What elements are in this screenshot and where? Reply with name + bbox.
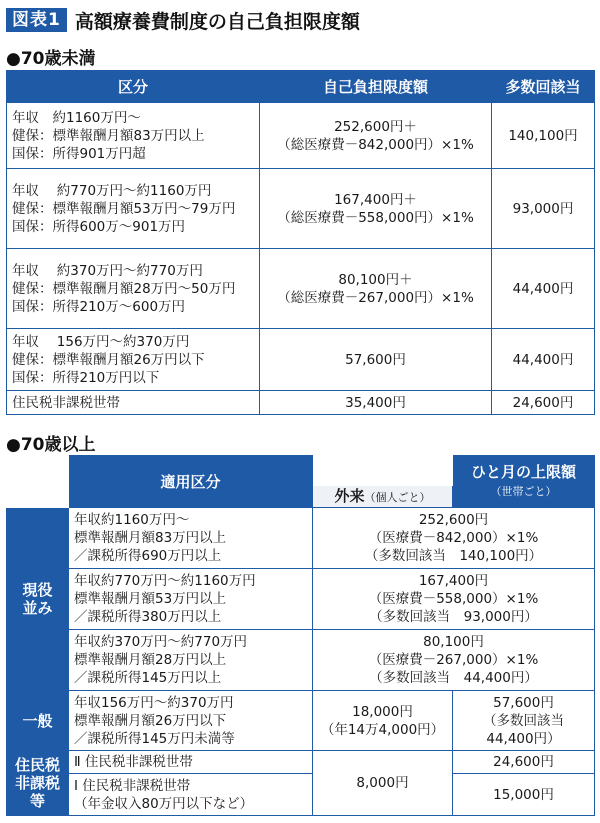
- table-row: [7, 329, 595, 391]
- figure-title: 高額療養費制度の自己負担限度額: [74, 10, 360, 33]
- row-category: Ⅰ 住民税非課税世帯 （年金収入80万円以下など）: [69, 774, 313, 816]
- row-category: 年収156万円～約370万円 標準報酬月額26万円以下 ／課税所得145万円未満等: [69, 691, 313, 751]
- row-category: 年収約370万円～約770万円 標準報酬月額28万円以上 ／課税所得145万円以上: [69, 630, 313, 691]
- row-monthly: 57,600円 （多数回該当 44,400円）: [453, 691, 595, 751]
- table-row: [7, 169, 595, 249]
- row-outpatient: 18,000円 （年14万4,000円）: [313, 691, 453, 751]
- row-multi: 24,600円: [492, 391, 595, 415]
- row-category: 住民税非課税世帯: [7, 391, 260, 415]
- group-exempt: 住民税 非課税 等: [7, 751, 69, 816]
- row-limit: 252,600円 （医療費－842,000）×1% （多数回該当 140,100円）: [313, 508, 595, 569]
- row-limit: 80,100円 （医療費－267,000）×1% （多数回該当 44,400円）: [313, 630, 595, 691]
- table-row: [7, 774, 595, 816]
- table-row: [7, 630, 595, 691]
- group-general: 一般: [7, 691, 69, 751]
- figure-label: 図表1: [6, 8, 67, 32]
- row-category: 年収約770万円～約1160万円 標準報酬月額53万円以上 ／課税所得380万円以上: [69, 569, 313, 630]
- table-row: [7, 249, 595, 329]
- row-category: 年収約1160万円～ 標準報酬月額83万円以上 ／課税所得690万円以上: [69, 508, 313, 569]
- table-header-row: [7, 71, 595, 103]
- header-outpatient-label: 外来: [334, 486, 365, 505]
- row-monthly: 24,600円: [453, 751, 595, 774]
- header-monthly-label: ひと月の上限額: [470, 462, 576, 481]
- header-monthly-limit: [453, 456, 595, 508]
- row-multi: 44,400円: [492, 249, 595, 329]
- row-limit: 35,400円: [260, 391, 492, 415]
- header-limit: 自己負担限度額: [260, 71, 492, 103]
- header-corner: [7, 456, 69, 508]
- row-limit: 57,600円: [260, 329, 492, 391]
- header-monthly-sub: （世帯ごと）: [490, 484, 557, 498]
- header-multi: 多数回該当: [492, 71, 595, 103]
- row-multi: 93,000円: [492, 169, 595, 249]
- row-outpatient: 8,000円: [313, 751, 453, 816]
- row-monthly: 15,000円: [453, 774, 595, 816]
- section-title-under-70: ●70歳未満: [6, 49, 96, 69]
- group-active: 現役 並み: [7, 508, 69, 691]
- table-row: [7, 751, 595, 774]
- section-title-70-plus: ●70歳以上: [6, 435, 96, 455]
- row-multi: 44,400円: [492, 329, 595, 391]
- row-category: 年収 約770万円～約1160万円 健保：標準報酬月額53万円～79万円 国保：所得600万～901万円: [7, 169, 260, 249]
- table-row: [7, 508, 595, 569]
- row-limit: 252,600円＋ （総医療費－842,000円）×1%: [260, 103, 492, 169]
- row-limit: 167,400円＋ （総医療費－558,000円）×1%: [260, 169, 492, 249]
- header-outpatient: [313, 486, 453, 508]
- table-under-70: [6, 70, 595, 415]
- row-category: 年収 156万円～約370万円 健保：標準報酬月額26万円以下 国保：所得210万円以下: [7, 329, 260, 391]
- table-row: [7, 103, 595, 169]
- table-header-row: [7, 456, 595, 486]
- header-category: 適用区分: [69, 456, 313, 508]
- row-multi: 140,100円: [492, 103, 595, 169]
- table-row: [7, 691, 595, 751]
- header-gap: [313, 456, 453, 486]
- table-row: [7, 391, 595, 415]
- header-outpatient-sub: （個人ごと）: [364, 490, 431, 504]
- row-limit: 167,400円 （医療費－558,000）×1% （多数回該当 93,000円）: [313, 569, 595, 630]
- row-category: 年収 約1160万円～ 健保：標準報酬月額83万円以上 国保：所得901万円超: [7, 103, 260, 169]
- row-category: 年収 約370万円～約770万円 健保：標準報酬月額28万円～50万円 国保：所得210万～600万円: [7, 249, 260, 329]
- table-70-plus: [6, 455, 595, 816]
- figure-header: [6, 7, 360, 33]
- row-limit: 80,100円＋ （総医療費－267,000円）×1%: [260, 249, 492, 329]
- row-category: Ⅱ 住民税非課税世帯: [69, 751, 313, 774]
- header-category: 区分: [7, 71, 260, 103]
- table-row: [7, 569, 595, 630]
